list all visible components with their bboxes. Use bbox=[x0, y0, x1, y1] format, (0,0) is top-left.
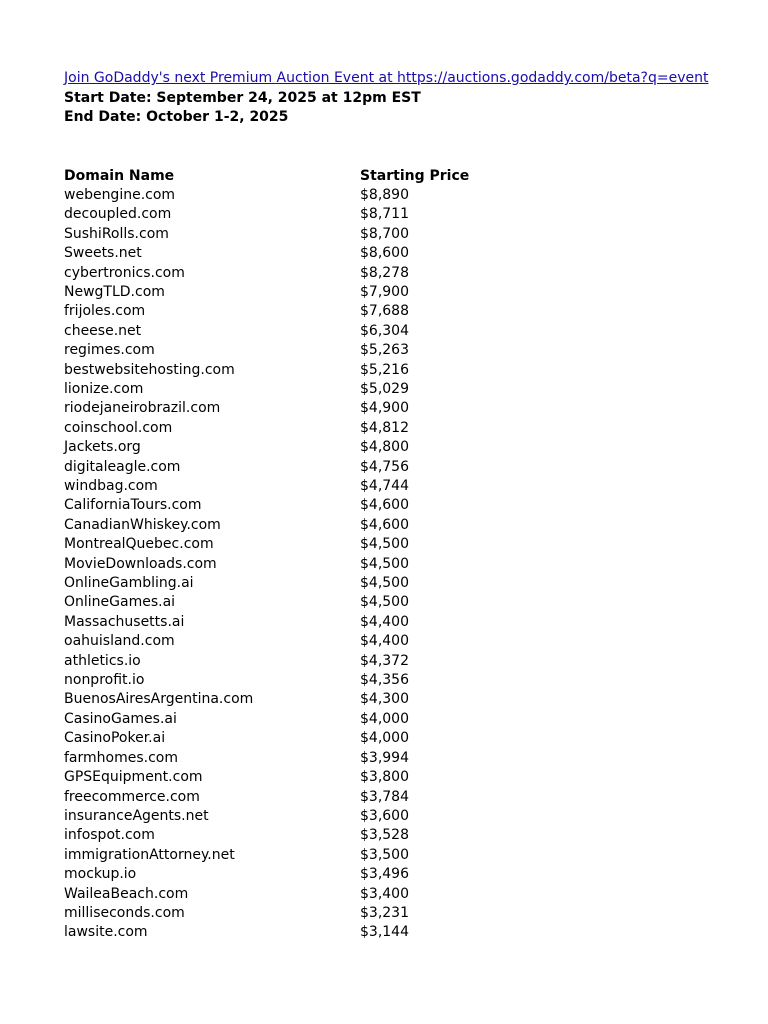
table-row bbox=[64, 807, 560, 826]
domain-name-cell: webengine.com bbox=[64, 186, 176, 203]
table-row bbox=[64, 826, 560, 845]
starting-price-cell: $8,711 bbox=[360, 206, 409, 223]
table-row bbox=[64, 652, 560, 671]
table-row bbox=[64, 729, 560, 748]
table-row bbox=[64, 264, 560, 283]
table-row bbox=[64, 593, 560, 612]
starting-price-cell: $4,800 bbox=[360, 439, 409, 456]
table-row bbox=[64, 399, 560, 418]
starting-price-cell: $8,890 bbox=[360, 186, 409, 203]
table-row bbox=[64, 865, 560, 884]
domain-name-cell: milliseconds.com bbox=[64, 904, 185, 921]
domain-name-cell: lionize.com bbox=[64, 380, 144, 397]
domain-name-cell: infospot.com bbox=[64, 827, 155, 844]
table-row bbox=[64, 516, 560, 535]
domain-name-cell: CasinoPoker.ai bbox=[64, 730, 166, 747]
domain-name-cell: OnlineGames.ai bbox=[64, 594, 176, 611]
table-row bbox=[64, 341, 560, 360]
starting-price-cell: $4,600 bbox=[360, 497, 409, 514]
domain-name-cell: decoupled.com bbox=[64, 206, 172, 223]
starting-price-cell: $3,231 bbox=[360, 904, 409, 921]
starting-price-cell: $7,900 bbox=[360, 283, 409, 300]
starting-price-cell: $8,278 bbox=[360, 264, 409, 281]
starting-price-cell: $3,400 bbox=[360, 885, 409, 902]
header-domain-name: Domain Name bbox=[64, 167, 175, 184]
domain-name-cell: BuenosAiresArgentina.com bbox=[64, 691, 254, 708]
domain-name-cell: regimes.com bbox=[64, 342, 155, 359]
domain-name-cell: insuranceAgents.net bbox=[64, 807, 209, 824]
table-row bbox=[64, 225, 560, 244]
table-row bbox=[64, 283, 560, 302]
starting-price-cell: $4,400 bbox=[360, 613, 409, 630]
table-row bbox=[64, 749, 560, 768]
domain-name-cell: frijoles.com bbox=[64, 303, 146, 320]
table-row bbox=[64, 186, 560, 205]
table-row bbox=[64, 477, 560, 496]
domain-name-cell: SushiRolls.com bbox=[64, 225, 169, 242]
domain-name-cell: nonprofit.io bbox=[64, 672, 145, 689]
starting-price-cell: $4,500 bbox=[360, 575, 409, 592]
table-header-row bbox=[64, 167, 560, 186]
starting-price-cell: $4,812 bbox=[360, 419, 409, 436]
table-row bbox=[64, 244, 560, 263]
domain-name-cell: mockup.io bbox=[64, 866, 137, 883]
domain-name-cell: GPSEquipment.com bbox=[64, 769, 203, 786]
starting-price-cell: $4,756 bbox=[360, 458, 409, 475]
table-row bbox=[64, 361, 560, 380]
starting-price-cell: $4,356 bbox=[360, 672, 409, 689]
table-row bbox=[64, 885, 560, 904]
starting-price-cell: $4,600 bbox=[360, 516, 409, 533]
table-row bbox=[64, 205, 560, 224]
table-row bbox=[64, 671, 560, 690]
table-row bbox=[64, 846, 560, 865]
starting-price-cell: $3,994 bbox=[360, 749, 409, 766]
starting-price-cell: $3,784 bbox=[360, 788, 409, 805]
table-row bbox=[64, 438, 560, 457]
table-row bbox=[64, 768, 560, 787]
domain-name-cell: Jackets.org bbox=[64, 439, 141, 456]
table-row bbox=[64, 380, 560, 399]
domain-price-table bbox=[64, 167, 560, 943]
starting-price-cell: $7,688 bbox=[360, 303, 409, 320]
table-row bbox=[64, 690, 560, 709]
table-row bbox=[64, 555, 560, 574]
domain-name-cell: Massachusetts.ai bbox=[64, 613, 185, 630]
starting-price-cell: $3,144 bbox=[360, 924, 409, 941]
table-row bbox=[64, 574, 560, 593]
starting-price-cell: $4,744 bbox=[360, 478, 409, 494]
table-row bbox=[64, 322, 560, 341]
domain-name-cell: lawsite.com bbox=[64, 924, 148, 941]
domain-name-cell: MovieDownloads.com bbox=[64, 555, 217, 572]
auction-event-link[interactable]: Join GoDaddy's next Premium Auction Event at https://auctions.godaddy.com/beta?q=event bbox=[64, 70, 709, 86]
starting-price-cell: $3,528 bbox=[360, 827, 409, 844]
domain-name-cell: freecommerce.com bbox=[64, 788, 200, 805]
starting-price-cell: $4,372 bbox=[360, 652, 409, 669]
table-row bbox=[64, 302, 560, 321]
domain-name-cell: coinschool.com bbox=[64, 419, 173, 436]
starting-price-cell: $4,500 bbox=[360, 536, 409, 553]
domain-name-cell: cybertronics.com bbox=[64, 264, 185, 281]
domain-name-cell: immigrationAttorney.net bbox=[64, 846, 235, 863]
table-row bbox=[64, 458, 560, 477]
starting-price-cell: $4,500 bbox=[360, 555, 409, 572]
table-body bbox=[64, 186, 560, 943]
domain-name-cell: bestwebsitehosting.com bbox=[64, 361, 235, 378]
domain-name-cell: MontrealQuebec.com bbox=[64, 536, 214, 553]
starting-price-cell: $6,304 bbox=[360, 322, 409, 339]
domain-name-cell: cheese.net bbox=[64, 322, 142, 339]
domain-name-cell: athletics.io bbox=[64, 652, 141, 669]
table-row bbox=[64, 788, 560, 807]
domain-name-cell: farmhomes.com bbox=[64, 749, 178, 766]
starting-price-cell: $3,500 bbox=[360, 846, 409, 863]
domain-name-cell: CaliforniaTours.com bbox=[64, 497, 202, 514]
table-row bbox=[64, 923, 560, 942]
starting-price-cell: $8,600 bbox=[360, 245, 409, 262]
table-row bbox=[64, 419, 560, 438]
starting-price-cell: $4,000 bbox=[360, 710, 409, 727]
domain-name-cell: riodejaneirobrazil.com bbox=[64, 400, 221, 417]
starting-price-cell: $5,216 bbox=[360, 361, 409, 378]
table-row bbox=[64, 904, 560, 923]
domain-name-cell: WaileaBeach.com bbox=[64, 885, 189, 902]
table-row bbox=[64, 613, 560, 632]
domain-name-cell: windbag.com bbox=[64, 478, 158, 494]
domain-name-cell: digitaleagle.com bbox=[64, 458, 181, 475]
domain-name-cell: CasinoGames.ai bbox=[64, 710, 177, 727]
document-page bbox=[64, 69, 744, 943]
starting-price-cell: $4,900 bbox=[360, 400, 409, 417]
start-date: Start Date: September 24, 2025 at 12pm EST bbox=[64, 89, 421, 106]
header-starting-price: Starting Price bbox=[360, 167, 470, 184]
starting-price-cell: $4,500 bbox=[360, 594, 409, 611]
starting-price-cell: $3,496 bbox=[360, 866, 409, 883]
domain-name-cell: OnlineGambling.ai bbox=[64, 575, 194, 592]
spacer bbox=[64, 128, 744, 167]
table-row bbox=[64, 535, 560, 554]
starting-price-cell: $3,600 bbox=[360, 807, 409, 824]
domain-name-cell: CanadianWhiskey.com bbox=[64, 516, 221, 533]
domain-name-cell: Sweets.net bbox=[64, 245, 142, 262]
domain-name-cell: oahuisland.com bbox=[64, 633, 175, 650]
starting-price-cell: $5,263 bbox=[360, 342, 409, 359]
starting-price-cell: $8,700 bbox=[360, 225, 409, 242]
domain-name-cell: NewgTLD.com bbox=[64, 283, 165, 300]
starting-price-cell: $4,000 bbox=[360, 730, 409, 747]
starting-price-cell: $5,029 bbox=[360, 380, 409, 397]
end-date: End Date: October 1-2, 2025 bbox=[64, 109, 289, 125]
table-row bbox=[64, 496, 560, 515]
table-row bbox=[64, 632, 560, 651]
starting-price-cell: $3,800 bbox=[360, 769, 409, 786]
table-row bbox=[64, 710, 560, 729]
starting-price-cell: $4,400 bbox=[360, 633, 409, 650]
starting-price-cell: $4,300 bbox=[360, 691, 409, 708]
